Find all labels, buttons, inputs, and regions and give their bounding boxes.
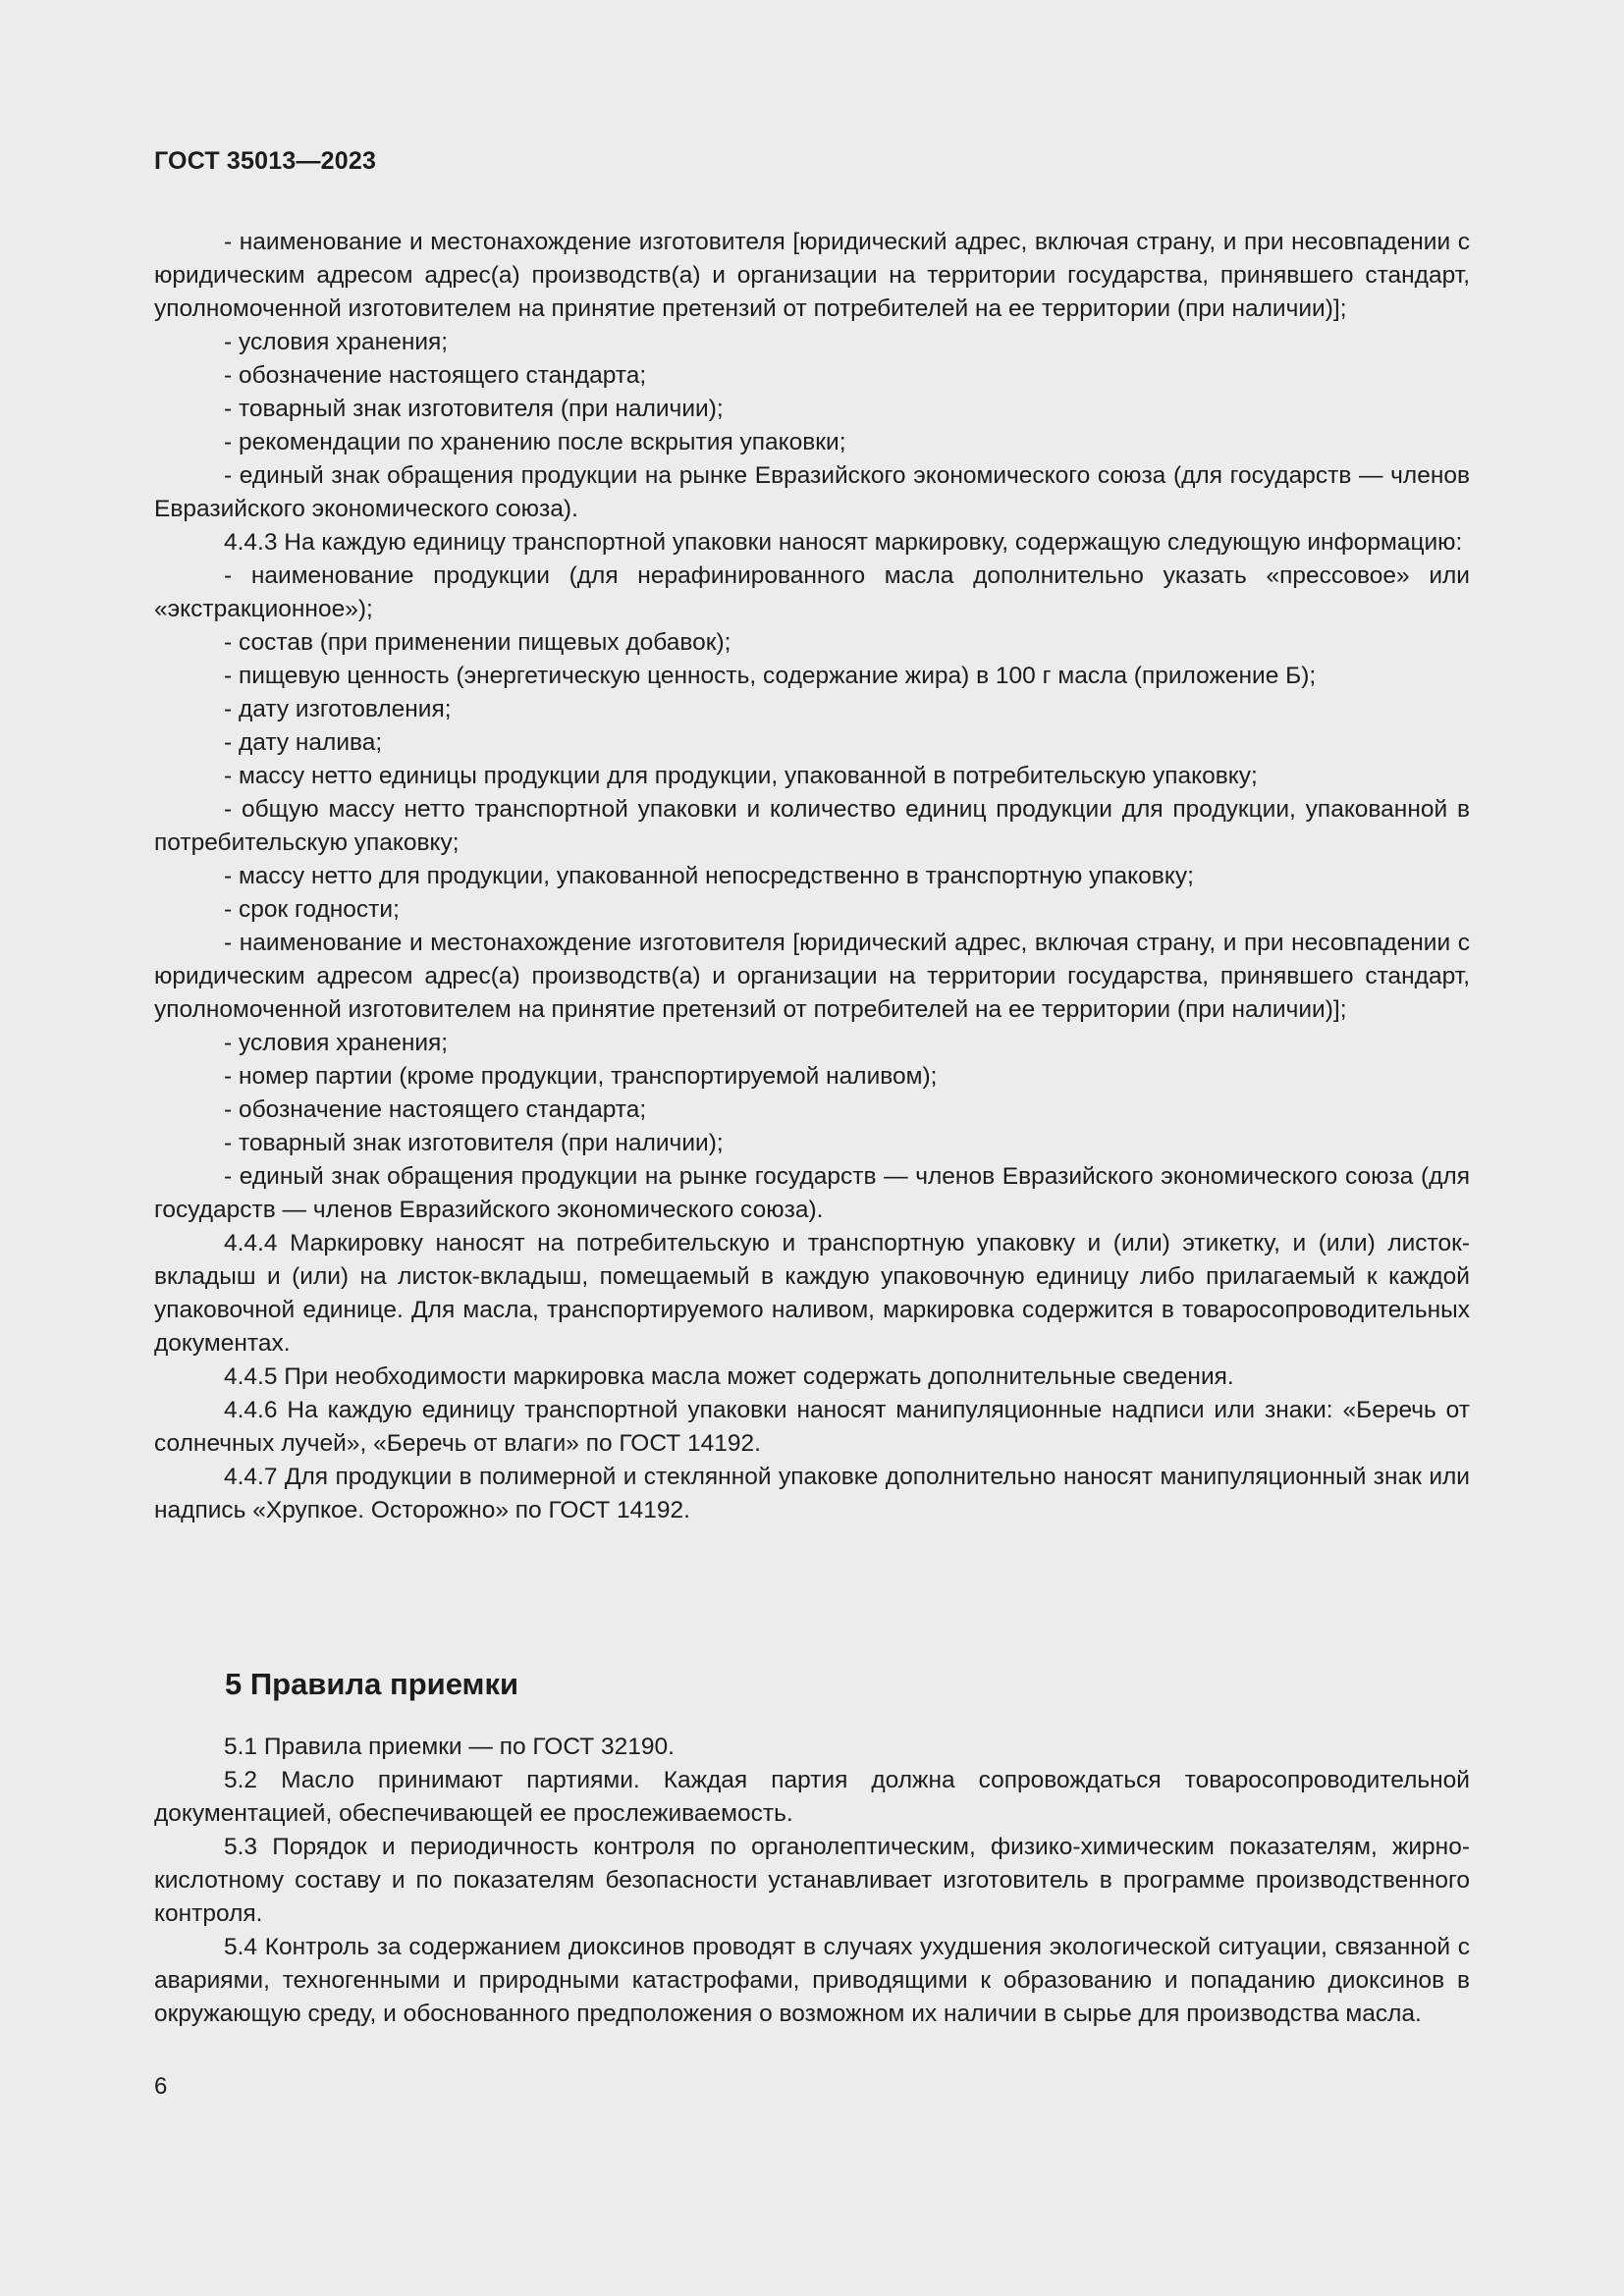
section-5-heading: 5 Правила приемки <box>225 1667 519 1701</box>
paragraph: - массу нетто для продукции, упакованной непосредственно в транспортную упаковку; <box>224 863 1194 889</box>
paragraph: - рекомендации по хранению после вскрытия упаковки; <box>224 429 846 455</box>
clause-4-4-4: 4.4.4 Маркировку наносят на потребительскую и транспортную упаковку и (или) этикетку, и (или) листок-вкладыш и (или) на листок-вкладыш, помещаемый в каждую упаковочную единицу либо прилагаемый к каждой упаковочной единице. Для масла, транспортируемого наливом, маркировка содержится в товаросопроводительных документах. <box>154 1230 1470 1357</box>
paragraph: - наименование и местонахождение изготовителя [юридический адрес, включая страну, и при несовпадении с юридическим адресом адрес(а) производств(а) и организации на территории государства, принявшего стандарт, уполномоченной изготовителем на принятие претензий от потребителей на ее территории (при наличии)]; <box>154 930 1470 1023</box>
paragraph: - номер партии (кроме продукции, транспортируемой наливом); <box>224 1063 938 1090</box>
paragraph: - дату налива; <box>224 729 383 756</box>
clause-4-4-7: 4.4.7 Для продукции в полимерной и стеклянной упаковке дополнительно наносят манипуляционный знак или надпись «Хрупкое. Осторожно» по ГОСТ 14192. <box>154 1464 1470 1523</box>
document-header: ГОСТ 35013—2023 <box>154 147 377 175</box>
clause-5-3: 5.3 Порядок и периодичность контроля по органолептическим, физико-химическим показателям, жирно-кислотному составу и по показателям безопасности устанавливает изготовитель в программе производственного контроля. <box>154 1834 1470 1927</box>
paragraph: - наименование и местонахождение изготовителя [юридический адрес, включая страну, и при несовпадении с юридическим адресом адрес(а) производств(а) и организации на территории государства, принявшего стандарт, уполномоченной изготовителем на принятие претензий от потребителей на ее территории (при наличии)]; <box>154 229 1470 322</box>
clause-4-4-3: 4.4.3 На каждую единицу транспортной упаковки наносят маркировку, содержащую следующую информацию: <box>224 529 1463 556</box>
page-number: 6 <box>154 2073 168 2100</box>
clause-5-2: 5.2 Масло принимают партиями. Каждая партия должна сопровождаться товаросопроводительной документацией, обеспечивающей ее прослеживаемость. <box>154 1767 1470 1827</box>
paragraph: - единый знак обращения продукции на рынке государств — членов Евразийского экономического союза (для государств — членов Евразийского экономического союза). <box>154 1163 1470 1223</box>
paragraph: - товарный знак изготовителя (при наличии); <box>224 1130 724 1156</box>
paragraph: - пищевую ценность (энергетическую ценность, содержание жира) в 100 г масла (приложение Б); <box>224 663 1317 689</box>
body-text-section-5 <box>154 1731 1470 2031</box>
body-text-top <box>154 226 1470 1527</box>
paragraph: - условия хранения; <box>224 1030 449 1056</box>
clause-5-1: 5.1 Правила приемки — по ГОСТ 32190. <box>224 1734 675 1760</box>
paragraph: - единый знак обращения продукции на рынке Евразийского экономического союза (для государств — членов Евразийского экономического союза). <box>154 462 1470 522</box>
paragraph: - обозначение настоящего стандарта; <box>224 362 647 389</box>
paragraph: - условия хранения; <box>224 329 449 355</box>
paragraph: - товарный знак изготовителя (при наличии); <box>224 396 724 422</box>
paragraph: - срок годности; <box>224 896 400 923</box>
clause-4-4-5: 4.4.5 При необходимости маркировка масла может содержать дополнительные сведения. <box>224 1363 1234 1390</box>
paragraph: - состав (при применении пищевых добавок); <box>224 629 731 656</box>
paragraph: - массу нетто единицы продукции для продукции, упакованной в потребительскую упаковку; <box>224 763 1258 789</box>
clause-5-4: 5.4 Контроль за содержанием диоксинов проводят в случаях ухудшения экологической ситуации, связанной с авариями, техногенными и природными катастрофами, приводящими к образованию и попаданию диоксинов в окружающую среду, и обоснованного предположения о возможном их наличии в сырье для производства масла. <box>154 1934 1470 2027</box>
clause-4-4-6: 4.4.6 На каждую единицу транспортной упаковки наносят манипуляционные надписи или знаки: «Беречь от солнечных лучей», «Беречь от влаги» по ГОСТ 14192. <box>154 1397 1470 1457</box>
paragraph: - обозначение настоящего стандарта; <box>224 1096 647 1123</box>
paragraph: - дату изготовления; <box>224 696 452 722</box>
paragraph: - наименование продукции (для нерафинированного масла дополнительно указать «прессовое» или «экстракционное»); <box>154 562 1470 622</box>
paragraph: - общую массу нетто транспортной упаковки и количество единиц продукции для продукции, упакованной в потребительскую упаковку; <box>154 796 1470 856</box>
